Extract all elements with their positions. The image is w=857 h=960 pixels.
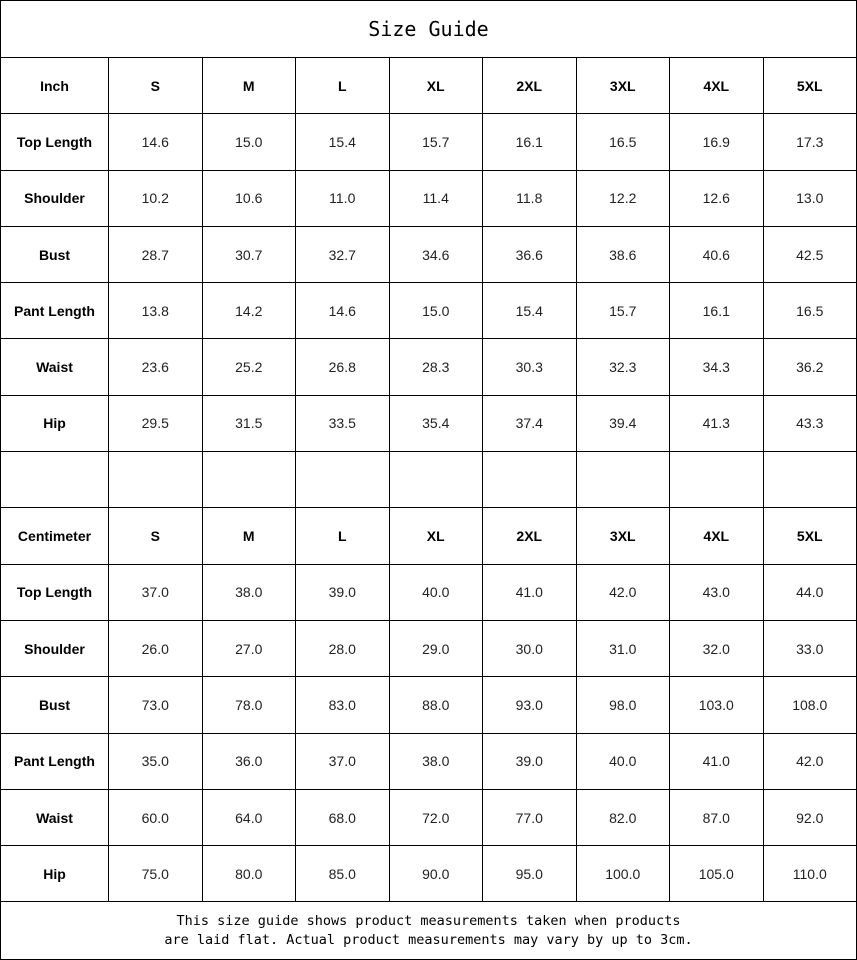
cm-size-header: 5XL	[763, 508, 857, 564]
measurement-cell: 29.0	[389, 620, 483, 676]
table-row	[1, 170, 857, 226]
measurement-cell: 33.5	[296, 395, 390, 451]
measurement-cell: 95.0	[483, 846, 577, 902]
row-label: Waist	[1, 339, 109, 395]
measurement-cell: 28.0	[296, 620, 390, 676]
measurement-cell: 27.0	[202, 620, 296, 676]
measurement-cell: 17.3	[763, 114, 857, 170]
row-label: Shoulder	[1, 170, 109, 226]
inch-unit-header: Inch	[1, 58, 109, 114]
cm-size-header: M	[202, 508, 296, 564]
measurement-cell: 100.0	[576, 846, 670, 902]
measurement-cell: 14.2	[202, 283, 296, 339]
measurement-cell: 14.6	[296, 283, 390, 339]
measurement-cell: 31.0	[576, 620, 670, 676]
measurement-cell: 30.0	[483, 620, 577, 676]
row-label: Bust	[1, 226, 109, 282]
measurement-cell: 11.8	[483, 170, 577, 226]
measurement-cell: 73.0	[109, 677, 203, 733]
cm-header-row	[1, 508, 857, 564]
row-label: Bust	[1, 677, 109, 733]
row-label: Pant Length	[1, 733, 109, 789]
measurement-cell: 36.2	[763, 339, 857, 395]
table-row	[1, 114, 857, 170]
table-row	[1, 339, 857, 395]
measurement-cell: 16.5	[576, 114, 670, 170]
measurement-cell: 23.6	[109, 339, 203, 395]
table-row	[1, 620, 857, 676]
measurement-cell: 39.4	[576, 395, 670, 451]
measurement-cell: 42.0	[576, 564, 670, 620]
empty-cell	[389, 452, 483, 508]
measurement-cell: 38.6	[576, 226, 670, 282]
measurement-cell: 12.2	[576, 170, 670, 226]
note-line-1: This size guide shows product measurements taken when products	[176, 912, 681, 929]
empty-cell	[1, 452, 109, 508]
measurement-cell: 72.0	[389, 789, 483, 845]
spacer-row	[1, 452, 857, 508]
inch-header-row	[1, 58, 857, 114]
measurement-cell: 88.0	[389, 677, 483, 733]
measurement-cell: 16.1	[670, 283, 764, 339]
measurement-cell: 41.0	[670, 733, 764, 789]
measurement-cell: 15.0	[389, 283, 483, 339]
measurement-cell: 30.3	[483, 339, 577, 395]
measurement-cell: 10.6	[202, 170, 296, 226]
measurement-cell: 41.0	[483, 564, 577, 620]
measurement-cell: 78.0	[202, 677, 296, 733]
measurement-cell: 15.4	[483, 283, 577, 339]
measurement-cell: 28.7	[109, 226, 203, 282]
inch-size-header: XL	[389, 58, 483, 114]
empty-cell	[576, 452, 670, 508]
table-row	[1, 226, 857, 282]
cm-size-header: 3XL	[576, 508, 670, 564]
measurement-cell: 41.3	[670, 395, 764, 451]
measurement-cell: 13.0	[763, 170, 857, 226]
measurement-cell: 37.4	[483, 395, 577, 451]
measurement-cell: 25.2	[202, 339, 296, 395]
measurement-cell: 34.6	[389, 226, 483, 282]
measurement-cell: 10.2	[109, 170, 203, 226]
measurement-cell: 15.7	[576, 283, 670, 339]
measurement-cell: 16.5	[763, 283, 857, 339]
measurement-cell: 26.8	[296, 339, 390, 395]
measurement-cell: 36.0	[202, 733, 296, 789]
measurement-cell: 33.0	[763, 620, 857, 676]
inch-size-header: 3XL	[576, 58, 670, 114]
measurement-cell: 15.0	[202, 114, 296, 170]
measurement-cell: 12.6	[670, 170, 764, 226]
measurement-cell: 14.6	[109, 114, 203, 170]
measurement-cell: 28.3	[389, 339, 483, 395]
measurement-cell: 11.4	[389, 170, 483, 226]
measurement-cell: 15.4	[296, 114, 390, 170]
cm-size-header: S	[109, 508, 203, 564]
inch-size-header: 4XL	[670, 58, 764, 114]
table-row	[1, 283, 857, 339]
empty-cell	[296, 452, 390, 508]
empty-cell	[483, 452, 577, 508]
row-label: Hip	[1, 395, 109, 451]
inch-size-header: L	[296, 58, 390, 114]
measurement-cell: 87.0	[670, 789, 764, 845]
inch-size-header: 5XL	[763, 58, 857, 114]
measurement-cell: 92.0	[763, 789, 857, 845]
measurement-cell: 83.0	[296, 677, 390, 733]
measurement-cell: 105.0	[670, 846, 764, 902]
measurement-cell: 37.0	[109, 564, 203, 620]
inch-size-header: M	[202, 58, 296, 114]
measurement-cell: 44.0	[763, 564, 857, 620]
measurement-cell: 30.7	[202, 226, 296, 282]
measurement-cell: 39.0	[296, 564, 390, 620]
measurement-cell: 68.0	[296, 789, 390, 845]
measurement-cell: 38.0	[202, 564, 296, 620]
row-label: Top Length	[1, 114, 109, 170]
measurement-cell: 15.7	[389, 114, 483, 170]
cm-size-header: 4XL	[670, 508, 764, 564]
size-table	[0, 57, 857, 902]
measurement-cell: 85.0	[296, 846, 390, 902]
measurement-cell: 43.0	[670, 564, 764, 620]
measurement-cell: 108.0	[763, 677, 857, 733]
measurement-cell: 98.0	[576, 677, 670, 733]
measurement-cell: 31.5	[202, 395, 296, 451]
measurement-cell: 37.0	[296, 733, 390, 789]
table-row	[1, 789, 857, 845]
page-title: Size Guide	[0, 0, 857, 58]
measurement-cell: 36.6	[483, 226, 577, 282]
measurement-cell: 38.0	[389, 733, 483, 789]
measurement-cell: 43.3	[763, 395, 857, 451]
table-row	[1, 564, 857, 620]
measurement-cell: 40.0	[576, 733, 670, 789]
measurement-cell: 40.0	[389, 564, 483, 620]
row-label: Hip	[1, 846, 109, 902]
inch-size-header: 2XL	[483, 58, 577, 114]
row-label: Shoulder	[1, 620, 109, 676]
measurement-cell: 60.0	[109, 789, 203, 845]
measurement-cell: 35.0	[109, 733, 203, 789]
cm-size-header: 2XL	[483, 508, 577, 564]
measurement-cell: 90.0	[389, 846, 483, 902]
measurement-cell: 110.0	[763, 846, 857, 902]
measurement-cell: 64.0	[202, 789, 296, 845]
cm-unit-header: Centimeter	[1, 508, 109, 564]
measurement-cell: 32.3	[576, 339, 670, 395]
measurement-cell: 82.0	[576, 789, 670, 845]
measurement-cell: 40.6	[670, 226, 764, 282]
cm-size-header: L	[296, 508, 390, 564]
table-row	[1, 733, 857, 789]
measurement-cell: 103.0	[670, 677, 764, 733]
measurement-cell: 13.8	[109, 283, 203, 339]
measurement-cell: 34.3	[670, 339, 764, 395]
row-label: Waist	[1, 789, 109, 845]
row-label: Pant Length	[1, 283, 109, 339]
measurement-cell: 39.0	[483, 733, 577, 789]
empty-cell	[109, 452, 203, 508]
measurement-cell: 35.4	[389, 395, 483, 451]
measurement-cell: 29.5	[109, 395, 203, 451]
row-label: Top Length	[1, 564, 109, 620]
table-row	[1, 395, 857, 451]
cm-size-header: XL	[389, 508, 483, 564]
measurement-cell: 11.0	[296, 170, 390, 226]
measurement-cell: 80.0	[202, 846, 296, 902]
inch-size-header: S	[109, 58, 203, 114]
measurement-cell: 16.1	[483, 114, 577, 170]
measurement-cell: 42.5	[763, 226, 857, 282]
measurement-note	[0, 902, 857, 960]
measurement-cell: 93.0	[483, 677, 577, 733]
empty-cell	[202, 452, 296, 508]
measurement-cell: 16.9	[670, 114, 764, 170]
measurement-cell: 42.0	[763, 733, 857, 789]
measurement-cell: 26.0	[109, 620, 203, 676]
measurement-cell: 32.7	[296, 226, 390, 282]
measurement-cell: 32.0	[670, 620, 764, 676]
empty-cell	[670, 452, 764, 508]
note-line-2: are laid flat. Actual product measurements may vary by up to 3cm.	[164, 931, 693, 948]
measurement-cell: 75.0	[109, 846, 203, 902]
table-row	[1, 846, 857, 902]
empty-cell	[763, 452, 857, 508]
table-row	[1, 677, 857, 733]
measurement-cell: 77.0	[483, 789, 577, 845]
